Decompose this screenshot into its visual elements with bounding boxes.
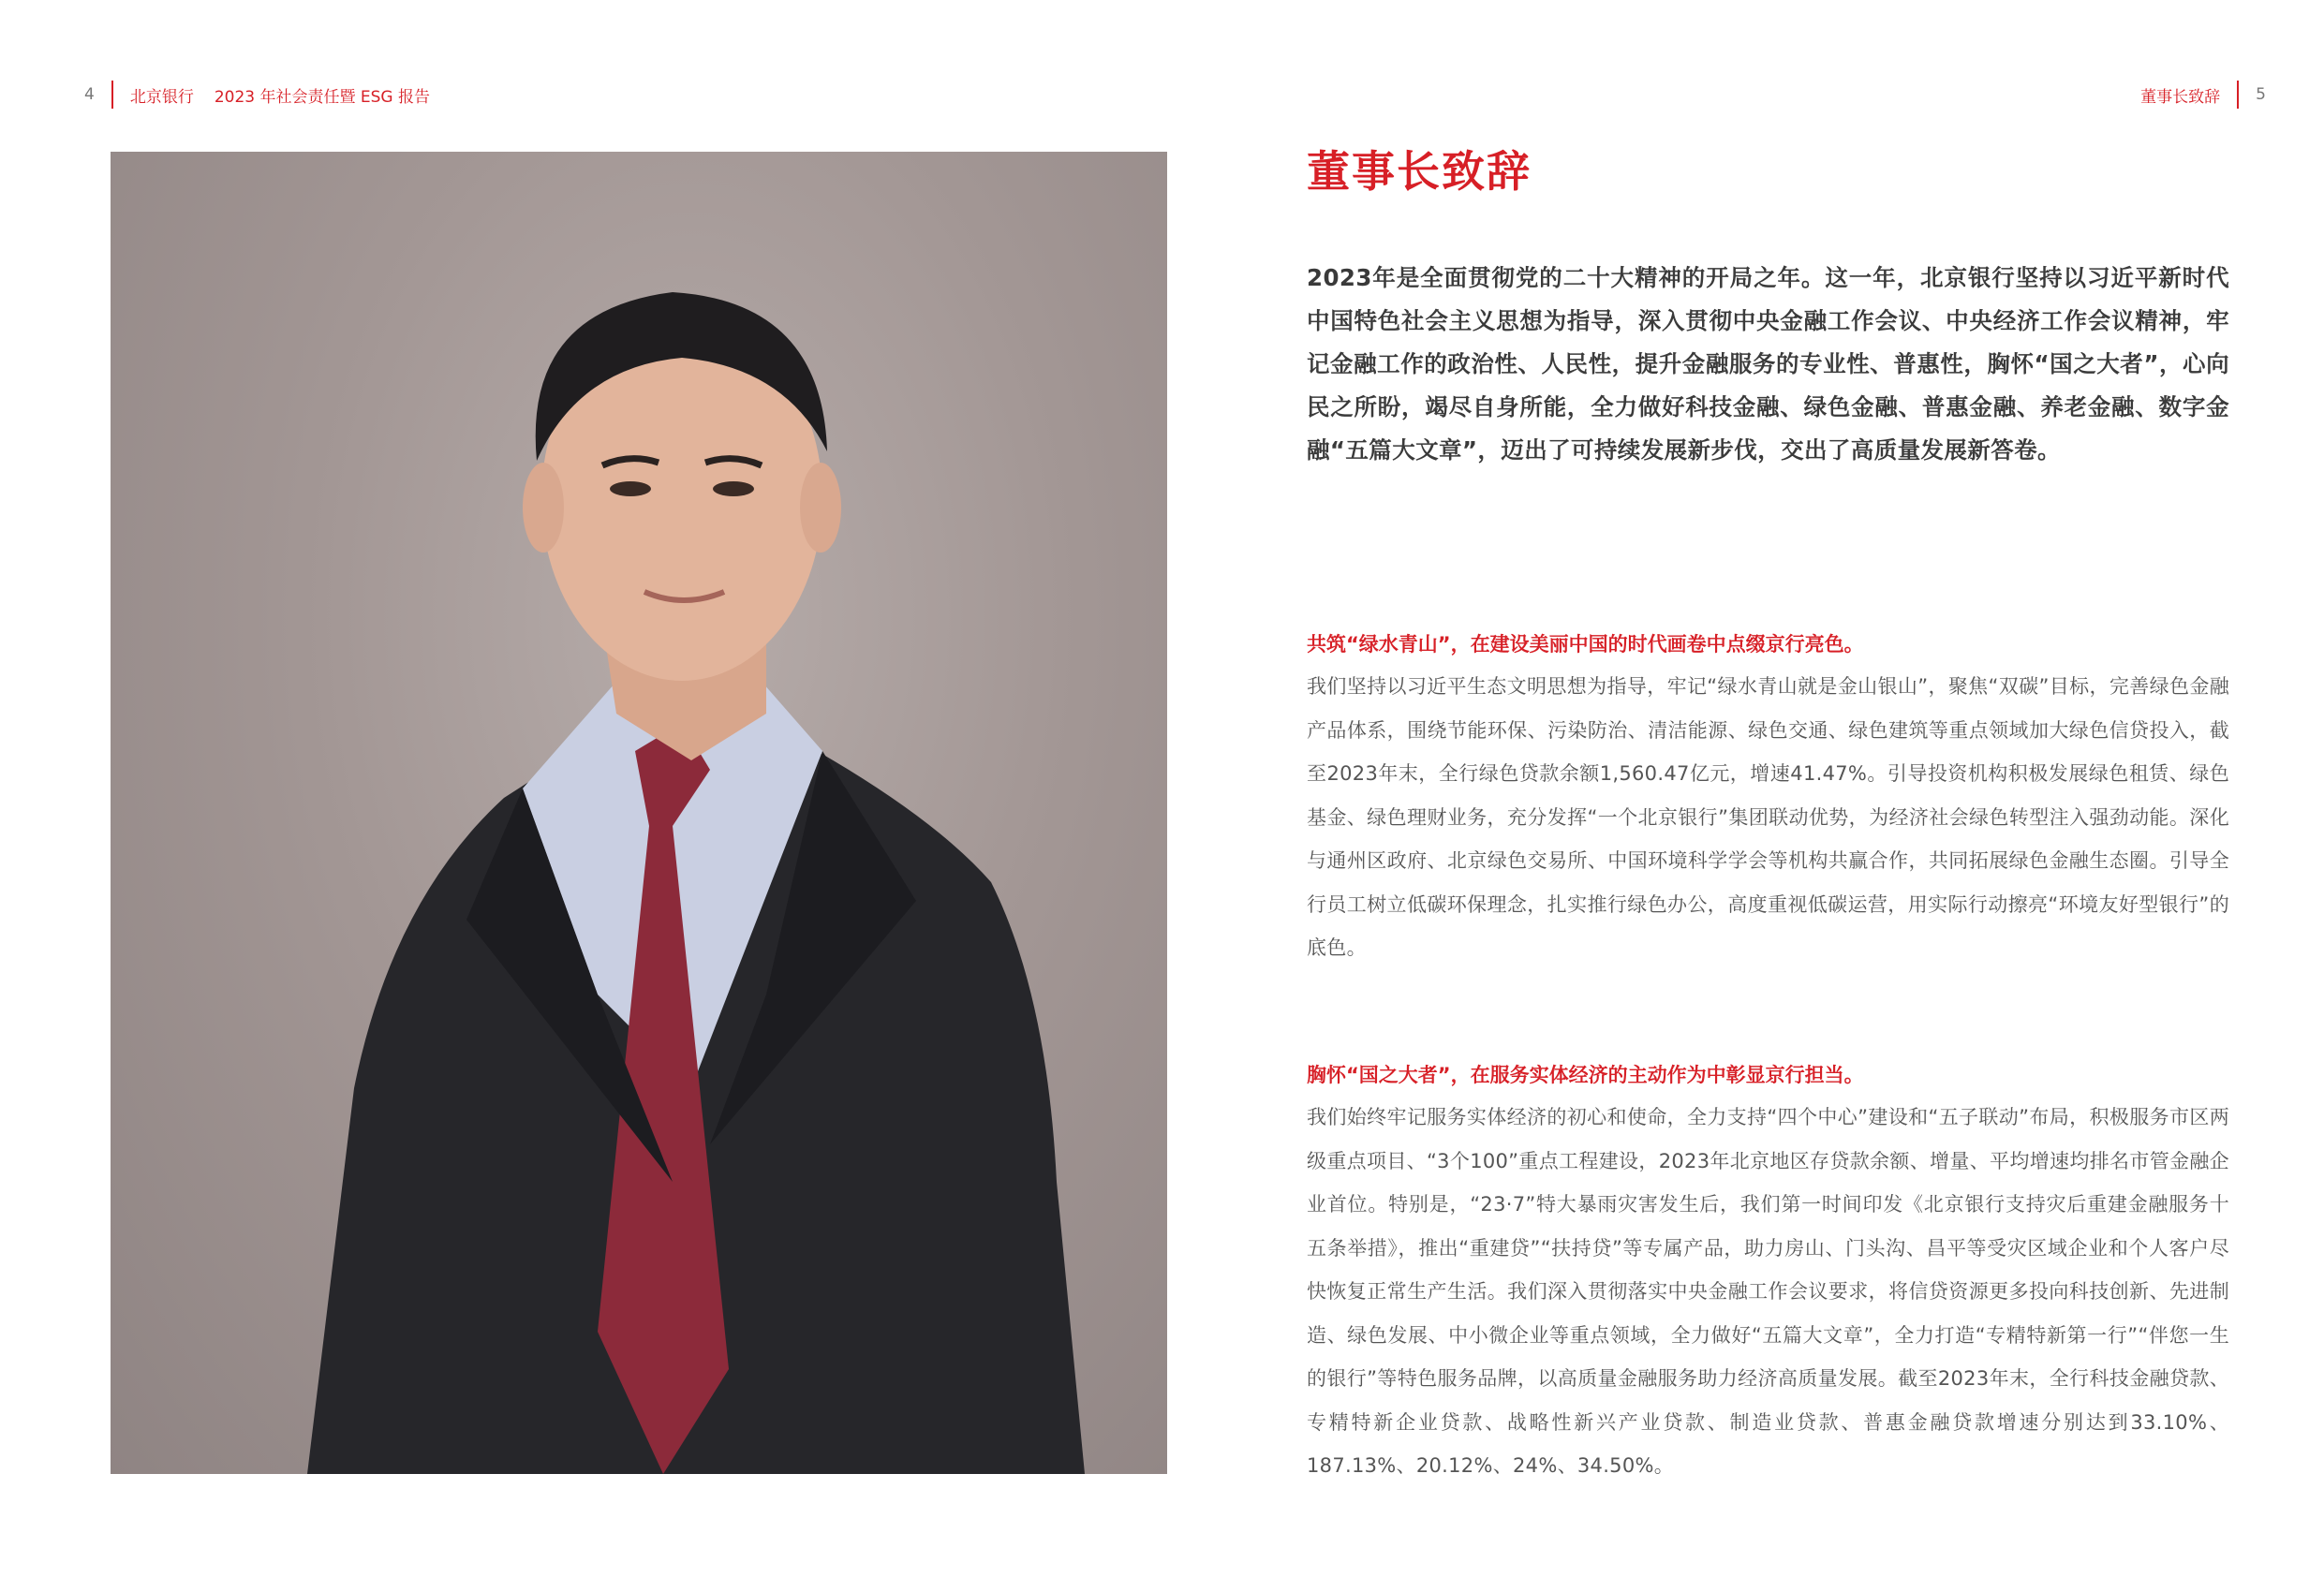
page-title: 董事长致辞: [1307, 146, 1532, 197]
intro-paragraph: 2023年是全面贯彻党的二十大精神的开局之年。这一年，北京银行坚持以习近平新时代中国特色社会主义思想为指导，深入贯彻中央金融工作会议、中央经济工作会议精神，牢记金融工作的政治性、人民性，提升金融服务的专业性、普惠性，胸怀“国之大者”，心向民之所盼，竭尽自身所能，全力做好科技金融、绿色金融、普惠金融、养老金融、数字金融“五篇大文章”，迈出了可持续发展新步伐，交出了高质量发展新答卷。: [1307, 264, 2229, 464]
letter-content: [1307, 140, 2229, 1477]
header-section-title: 董事长致辞: [2140, 87, 2221, 107]
section-green-finance: [1307, 624, 2229, 970]
header-report-title: 2023 年社会责任暨 ESG 报告: [214, 87, 431, 107]
header-left: [84, 81, 430, 109]
header-org: 北京银行: [129, 87, 194, 107]
header-right: [2140, 81, 2266, 109]
section2-body: 我们始终牢记服务实体经济的初心和使命，全力支持“四个中心”建设和“五子联动”布局，积极服务市区两级重点项目、“3个100”重点工程建设，2023年北京地区存贷款余额、增量、平均增速均排名市管金融企业首位。特别是，“23·7”特大暴雨灾害发生后，我们第一时间印发《北京银行支持灾后重建金融服务十五条举措》，推出“重建贷”“扶持贷”等专属产品，助力房山、门头沟、昌平等受灾区域企业和个人客户尽快恢复正常生产生活。我们深入贯彻落实中央金融工作会议要求，将信贷资源更多投向科技创新、先进制造、绿色发展、中小微企业等重点领域，全力做好“五篇大文章”，全力打造“专精特新第一行”“伴您一生的银行”等特色服务品牌，以高质量金融服务助力经济高质量发展。截至2023年末，全行科技金融贷款、专精特新企业贷款、战略性新兴产业贷款、制造业贷款、普惠金融贷款增速分别达到33.10%、187.13%、20.12%、24%、34.50%。: [1307, 1106, 2229, 1477]
chairman-portrait-photo: [111, 152, 1167, 1474]
portrait-illustration: [111, 152, 1167, 1474]
header-divider-left: [111, 81, 113, 109]
section-real-economy: [1307, 1054, 2229, 1488]
section2-heading: 胸怀“国之大者”，在服务实体经济的主动作为中彰显京行担当。: [1307, 1064, 1864, 1086]
section1-body: 我们坚持以习近平生态文明思想为指导，牢记“绿水青山就是金山银山”，聚焦“双碳”目标，完善绿色金融产品体系，围绕节能环保、污染防治、清洁能源、绿色交通、绿色建筑等重点领域加大绿色信贷投入，截至2023年末，全行绿色贷款余额1,560.47亿元，增速41.47%。引导投资机构积极发展绿色租赁、绿色基金、绿色理财业务，充分发挥“一个北京银行”集团联动优势，为经济社会绿色转型注入强劲动能。深化与通州区政府、北京绿色交易所、中国环境科学学会等机构共赢合作，共同拓展绿色金融生态圈。引导全行员工树立低碳环保理念，扎实推行绿色办公，高度重视低碳运营，用实际行动擦亮“环境友好型银行”的底色。: [1307, 675, 2229, 959]
section1-heading: 共筑“绿水青山”，在建设美丽中国的时代画卷中点缀京行亮色。: [1307, 633, 1864, 656]
page-number-right: 5: [2256, 85, 2266, 104]
page-number-left: 4: [84, 85, 95, 104]
header-divider-right: [2237, 81, 2239, 109]
